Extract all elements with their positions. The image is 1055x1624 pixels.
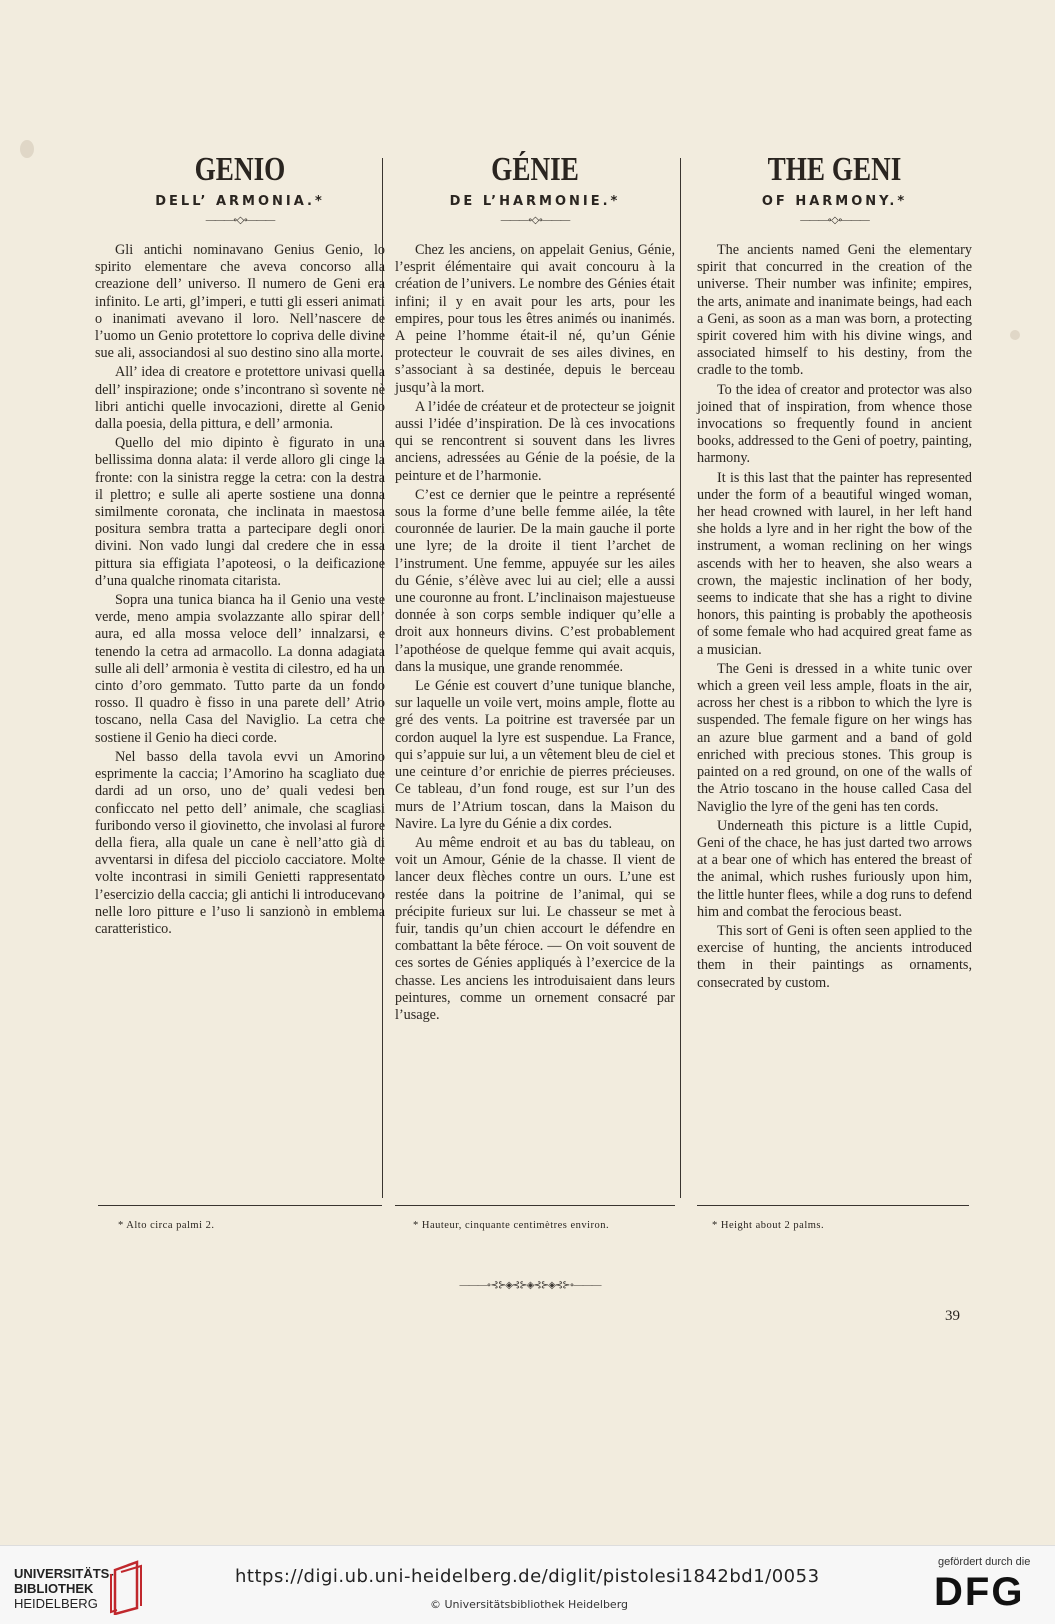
column-french — [395, 150, 675, 1024]
paragraph: The Geni is dressed in a white tunic over which a green veil less ample, floats in the air, across her chest is a ribbon to which the lyre is suspended. The female figure on her wings has an azure blue garment and a band of gold enriched with precious stones. This group is painted on a red ground, on one of the walls of the Atrio toscano in the house called Casa del Naviglio the lyre of the geni has ten cords. — [697, 660, 972, 815]
paragraph: C’est ce dernier que le peintre a représenté sous la forme d’une belle femme ailée, la tête couronnée de laurier. De la main gauche il porte une lyre; de la droite il tient l’archet de l’instrument. Une femme, appuyée sur les ailes du Génie, s’élève avec lui au ciel; elle a aussi une couronne au front. L’inclinaison majestueuse donnée à son corps semble indiquer qu’elle a droit aux honneurs divins. C’est probablement l’apothéose de quelque femme qui avait acquis, dans la musique, une grande renommée. — [395, 486, 675, 675]
paragraph: All’ idea di creatore e protettore univasi quella dell’ inspirazione; onde s’incontrano sì sovente nè libri antichi quelle invocazioni, dirette al Genio dalla poesia, della pittura, e dell’ armonia. — [95, 364, 385, 433]
ornament-divider: ———∘◇∘——— — [205, 215, 275, 226]
paragraph: Gli antichi nominavano Genius Genio, lo spirito elementare che aveva concorso alla creazione dell’ universo. Il numero de Geni era infinito. Le arti, gl’imperi, e tutti gli esseri animati o inanimati avevano il loro. Nell’nascere de l’uomo un Genio protettore lo copriva delle divine sue ali, associandosi al suo destino sino alla morte. — [95, 242, 385, 362]
page-stain — [20, 140, 34, 158]
column-subtitle: DELL’ ARMONIA.* — [155, 194, 325, 209]
footnote-rule — [98, 1205, 382, 1206]
column-body — [95, 242, 385, 938]
footnote: * Alto circa palmi 2. — [118, 1220, 215, 1231]
footnote-rule — [395, 1205, 675, 1206]
column-body — [697, 242, 972, 992]
permalink-url[interactable]: https://digi.ub.uni-heidelberg.de/diglit/pistolesi1842bd1/0053 — [235, 1566, 820, 1587]
column-english — [697, 150, 972, 992]
ornament-divider: ———∘◇∘——— — [500, 215, 570, 226]
funding-label: gefördert durch die — [938, 1556, 1031, 1568]
library-line: BIBLIOTHEK — [14, 1581, 94, 1596]
library-logo-icon[interactable] — [107, 1560, 147, 1615]
paragraph: Underneath this picture is a little Cupid, Geni of the chace, he has just darted two arrows at a bear one of which has entered the breast of the animal, which rushes furiously upon him, the little hunter flees, while a dog runs to defend him and combat the ferocious beast. — [697, 817, 973, 920]
column-subtitle: DE L’HARMONIE.* — [449, 194, 621, 209]
column-italian — [95, 150, 385, 938]
paragraph: This sort of Geni is often seen applied to the exercise of hunting, the ancients introduced them in their paintings as ornaments, consecrated by custom. — [697, 922, 972, 991]
footnote-rule — [697, 1205, 969, 1206]
page-number: 39 — [945, 1308, 960, 1324]
paragraph: Sopra una tunica bianca ha il Genio una veste verde, meno ampia svolazzante allo spirar dell’ aura, ed alla mossa veloce dell’ innalzarsi, e tenendo la cetra ad armacollo. La donna adagiata sulle ali dell’ armonia è vestita di cilestro, ed ha un cinto d’oro gemmato. Tutto parte da un fondo rosso. Il quadro è fisso in una parete dell’ Atrio toscano, nella Casa del Naviglio. La cetra che sostiene il Genio ha dieci corde. — [95, 592, 385, 746]
library-name[interactable] — [14, 1566, 114, 1611]
column-subtitle: OF HARMONY.* — [761, 194, 908, 209]
footnote: * Height about 2 palms. — [712, 1220, 825, 1231]
column-divider — [680, 158, 681, 1198]
viewer-footer — [0, 1545, 1055, 1624]
paragraph: Nel basso della tavola evvi un Amorino esprimente la caccia; l’Amorino ha scagliato due dardi ad un orso, uno de’ quali vedesi ben conficcato nel petto dell’ animale, che scagliasi furibondo verso il giovinetto, che involasi al furore della fiera, alla quale un cane è nell’atto già di avventarsi in difesa del picciolo cacciatore. Molte volte incontrasi in simili Genietti rappresentato l’esercizio della caccia; gli antichi li introducevano nelle loro pitture e l’uso li sanzionò in emblema caratteristico. — [95, 748, 385, 937]
paragraph: To the idea of creator and protector was also joined that of inspiration, from whence those invocations so frequently found in ancient books, addressed to the Geni of poetry, painting, harmony. — [697, 381, 972, 467]
paragraph: The ancients named Geni the elementary spirit that concurred in the creation of the universe. Their number was infinite; empires, the arts, animate and inanimate beings, had each a Geni, as soon as a man was born, a protecting spirit covered him with his divine wings, and associated himself to his destiny, from the cradle to the tomb. — [697, 242, 972, 379]
end-ornament: ———∘⊰⊱◈⊰⊱◈⊰⊱◈⊰⊱∘——— — [459, 1280, 601, 1291]
paragraph: Chez les anciens, on appelait Genius, Génie, l’esprit élémentaire qui avait concouru à la création de l’univers. Le nombre des Génies était infini; il y en avait pour les arts, pour les empires, pour tous les êtres animés ou inanimés. A peine l’homme était-il né, qu’un Génie protecteur le couvrait de ses ailes divines, en s’associant à sa destinée, depuis le berceau jusqu’à la mort. — [395, 242, 675, 396]
column-body — [395, 242, 675, 1024]
library-line: UNIVERSITÄTS- — [14, 1566, 114, 1581]
ornament-divider: ———∘◇∘——— — [800, 215, 869, 226]
library-line: HEIDELBERG — [14, 1596, 98, 1611]
paragraph: Le Génie est couvert d’une tunique blanche, sur laquelle un voile vert, moins ample, flotte au gré des vents. La poitrine est traversée par un cordon auquel la lyre est suspendue. La France, qui s’appuie sur lui, a un vêtement bleu de ciel et une ceinture d’or enrichie de pierres précieuses. Ce tableau, d’un fond rouge, est sur l’un des murs de l’Atrium toscan, dans la Maison du Navire. La lyre du Génie a dix cordes. — [395, 678, 675, 832]
footnote: * Hauteur, cinquante centimètres environ. — [413, 1220, 610, 1231]
column-title: GÉNIE — [491, 151, 579, 188]
paragraph: Au même endroit et au bas du tableau, on voit un Amour, Génie de la chasse. Il vient de lancer deux flèches contre un ours. L’une est restée dans la poitrine de l’animal, qui se précipite furieux sur lui. Le chasseur se met à fuir, tandis qu’un chien accourt le défendre en combattant la bête féroce. — On voit souvent de ces sortes de Génies appliqués à l’exercice de la chasse. Les anciens les introduisaient dans leurs peintures, comme un ornement consacré par l’usage. — [395, 834, 675, 1023]
column-title: GENIO — [194, 151, 286, 188]
copyright-notice: © Universitätsbibliothek Heidelberg — [430, 1598, 629, 1611]
paragraph: It is this last that the painter has represented under the form of a beautiful winged woman, her head crowned with laurel, in her left hand she holds a lyre and in her right the bow of the instrument, a woman reclining on her wings ascends with her to heaven, she also wears a crown, the majestic inclination of her body, seems to indicate that she has a right to divine honors, this painting is probably the apotheosis of some female who had acquired great fame as a musician. — [697, 469, 972, 658]
dfg-logo[interactable]: DFG — [934, 1570, 1025, 1614]
column-title: THE GENI — [767, 151, 902, 188]
paragraph: Quello del mio dipinto è figurato in una bellissima donna alata: il verde alloro gli cinge la fronte: con la sinistra regge la cetra: con la destra il plettro; e sulle ali aperte sostiene una donna similmente coronata, che inclinata in maestosa positura sembra tratta a partecipare degli onori divini. Non vado lungi dal credere che in essa pittura sia effigiata l’apoteosi, o la deificazione d’una qualche rinomata citarista. — [95, 435, 385, 589]
paragraph: A l’idée de créateur et de protecteur se joignit aussi l’idée d’inspiration. De là ces invocations qui se rencontrent si souvent dans les livres anciens, adressées au Génie de la poésie, de la peinture et de l’harmonie. — [395, 398, 675, 484]
page-stain — [1010, 330, 1020, 340]
